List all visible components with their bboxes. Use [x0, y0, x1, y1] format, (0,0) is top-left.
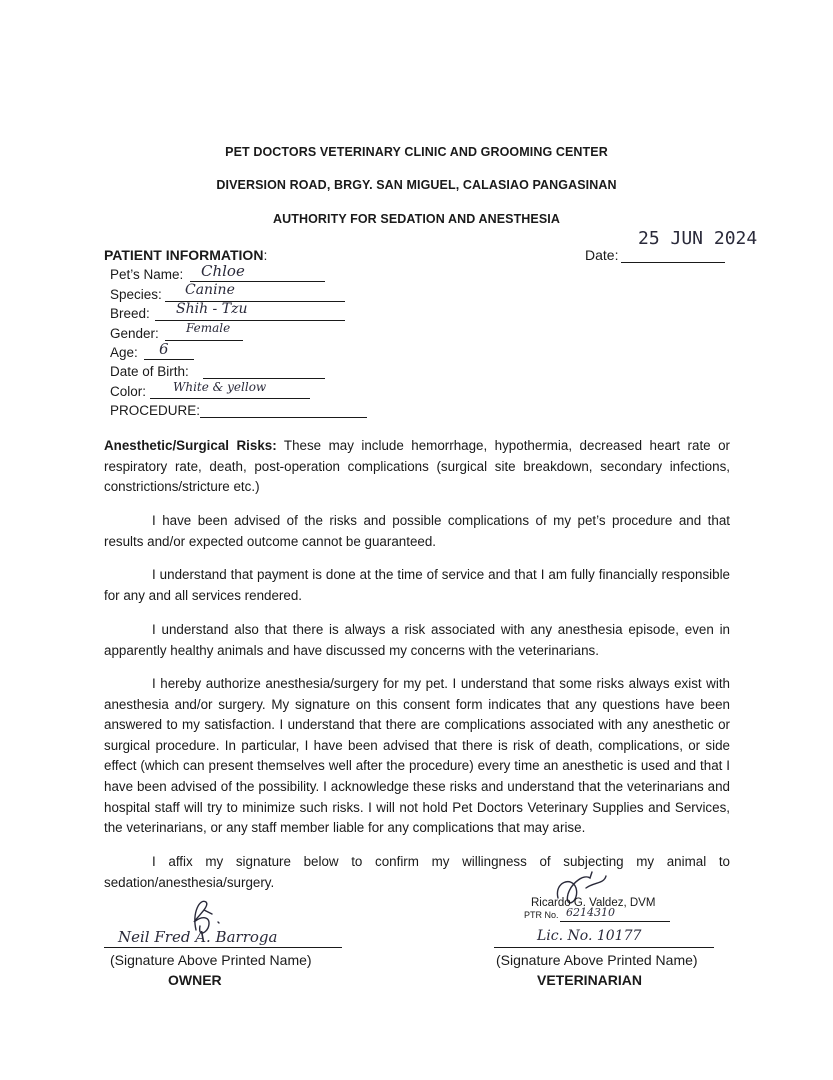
owner-signature-line: [104, 947, 342, 948]
vet-signature-caption: (Signature Above Printed Name): [496, 952, 698, 968]
field-breed: [110, 305, 150, 323]
vet-license-value: Lic. No. 10177: [537, 928, 642, 944]
form-title: AUTHORITY FOR SEDATION AND ANESTHESIA: [272, 212, 561, 226]
clinic-name: PET DOCTORS VETERINARY CLINIC AND GROOMING CENTER: [225, 145, 608, 159]
patient-info-heading-colon: :: [263, 247, 268, 263]
field-line: [203, 378, 325, 379]
vet-signature-line: [494, 947, 714, 948]
date-value: 25 JUN 2024: [638, 228, 758, 249]
field-label: Color:: [110, 384, 147, 399]
field-label: PROCEDURE:: [110, 403, 201, 418]
field-line: [150, 398, 310, 399]
owner-role: OWNER: [168, 972, 222, 988]
field-line: [165, 340, 243, 341]
risks-label: Anesthetic/Surgical Risks:: [104, 438, 277, 453]
date-label: Date:: [585, 247, 619, 263]
paragraph-advised: I have been advised of the risks and possible complications of my pet’s procedure and that results and/or expected outcome cannot be guaranteed.: [104, 513, 730, 549]
field-value-age: 6: [159, 340, 169, 358]
field-age: [110, 344, 138, 362]
field-gender: [110, 325, 159, 343]
paragraph-affix-signature: I affix my signature below to confirm my willingness of subjecting my animal to sedation/anesthesia/surgery.: [104, 854, 730, 890]
clinic-address: DIVERSION ROAD, BRGY. SAN MIGUEL, CALASIAO PANGASINAN: [216, 178, 617, 192]
field-line: [200, 417, 367, 418]
risks-paragraph: [104, 436, 730, 498]
field-pet-name: [110, 266, 183, 284]
field-value-gender: Female: [186, 321, 231, 335]
field-label: Pet’s Name:: [110, 267, 184, 282]
vet-ptr-label: PTR No.: [524, 910, 559, 920]
field-label: Gender:: [110, 326, 159, 341]
owner-signature-caption: (Signature Above Printed Name): [110, 952, 312, 968]
patient-info-heading: [104, 247, 267, 263]
paragraph-authorization: I hereby authorize anesthesia/surgery for my pet. I understand that some risks always exist with anesthesia and/or surgery. My signature on this consent form indicates that any questions have been answered to my satisfaction. I understand that there are complications associated with any anesthetic or surgical procedure. In particular, I have been advised that there is risk of death, complications, or side effect (which can present themselves well after the procedure) every time an anesthetic is used and that I have been advised of the possibility. I acknowledge these risks and understand that the veterinarians and hospital staff will try to minimize such risks. I will not hold Pet Doctors Veterinary Supplies and Services, the veterinarians, or any staff member liable for any complications that may arise.: [104, 676, 730, 836]
vet-stamp-name: Ricardo G. Valdez, DVM: [531, 897, 656, 909]
field-value-pet-name: Chloe: [201, 262, 245, 280]
field-species: [110, 286, 162, 304]
field-value-color: White & yellow: [173, 380, 267, 394]
field-label: Age:: [110, 345, 138, 360]
field-procedure: [110, 402, 200, 420]
risks-text: These may include hemorrhage, hypothermia, decreased heart rate or respiratory rate, death, post-operation complications (surgical site breakdown, secondary infections, constrictions/stricture etc.): [104, 438, 730, 495]
paragraph-payment: I understand that payment is done at the time of service and that I am fully financially responsible for any and all services rendered.: [104, 567, 730, 603]
patient-info-heading-text: PATIENT INFORMATION: [104, 247, 264, 263]
vet-ptr-value: 6214310: [566, 906, 615, 919]
field-color: [110, 383, 146, 401]
field-date-of-birth: [110, 363, 189, 381]
field-value-species: Canine: [185, 282, 235, 298]
field-label: Date of Birth:: [110, 364, 189, 379]
field-line: [155, 320, 345, 321]
field-value-breed: Shih - Tzu: [176, 301, 248, 317]
vet-role: VETERINARIAN: [537, 972, 643, 988]
owner-printed-name: Neil Fred A. Barroga: [118, 928, 278, 946]
field-label: Breed:: [110, 306, 150, 321]
date-line: [621, 262, 725, 263]
field-line: [144, 359, 194, 360]
paragraph-risk-awareness: I understand also that there is always a risk associated with any anesthesia episode, even in apparently healthy animals and have discussed my concerns with the veterinarians.: [104, 622, 730, 658]
vet-ptr-line: [560, 921, 670, 922]
field-label: Species:: [110, 287, 162, 302]
